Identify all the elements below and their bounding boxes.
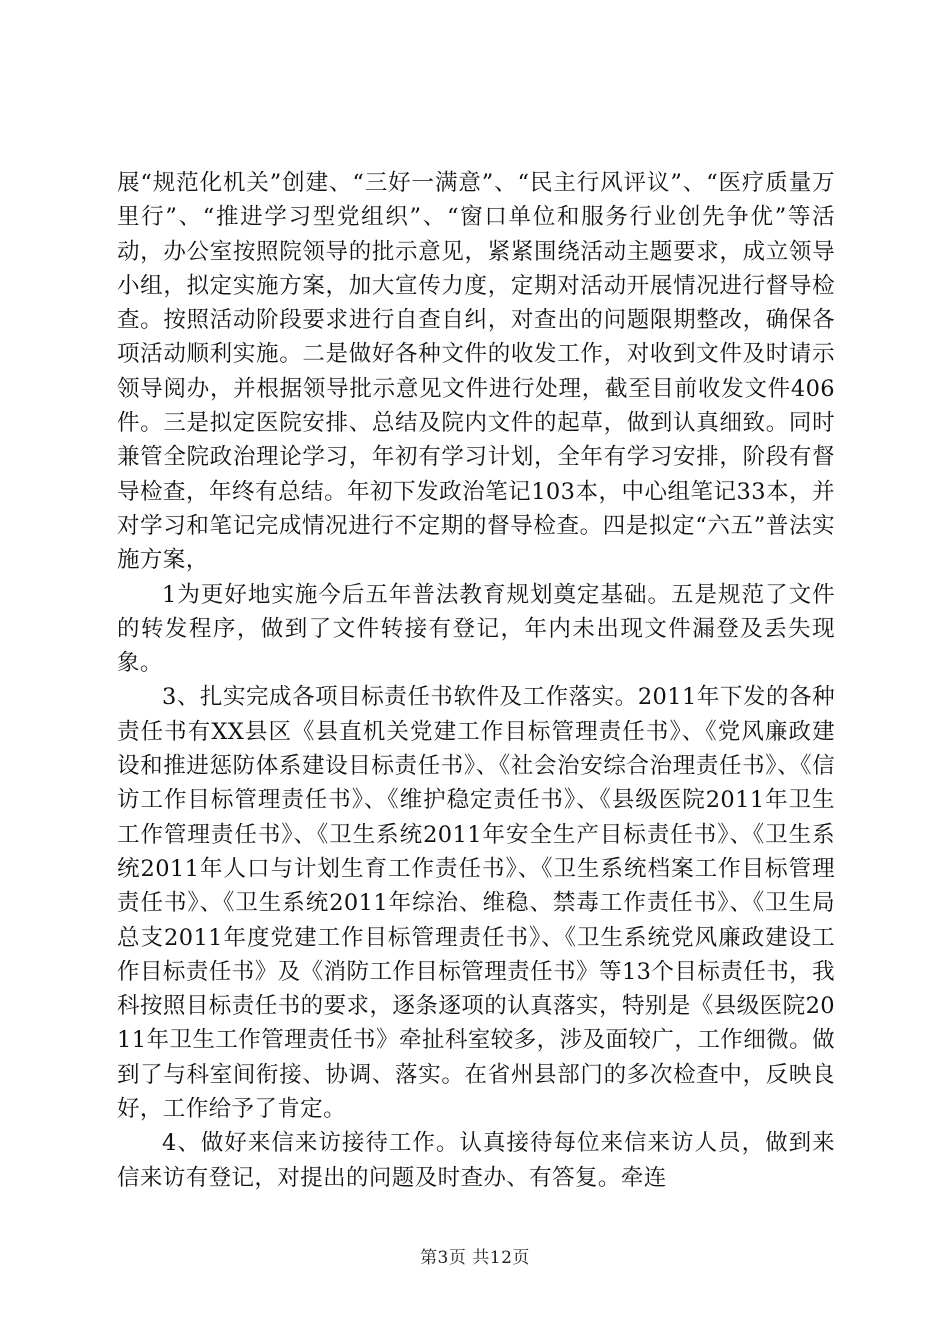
document-body bbox=[117, 166, 835, 1195]
paragraph-letters-visits: 4、做好来信来访接待工作。认真接待每位来信来访人员，做到来信来访有登记，对提出的问题及时查办、有答复。牵连 bbox=[117, 1130, 835, 1191]
paragraph-responsibility-books: 3、扎实完成各项目标责任书软件及工作落实。2011年下发的各种责任书有XX县区《县直机关党建工作目标管理责任书》、《党风廉政建设和推进惩防体系建设目标责任书》、《社会治安综合治理责任书》、《信访工作目标管理责任书》、《维护稳定责任书》、《县级医院2011年卫生工作管理责任书》、《卫生系统2011年安全生产目标责任书》、《卫生系统2011年人口与计划生育工作责任书》、《卫生系统档案工作目标管理责任书》、《卫生系统2011年综治、维稳、禁毒工作责任书》、《卫生局总支2011年度党建工作目标管理责任书》、《卫生系统党风廉政建设工作目标责任书》及《消防工作目标管理责任书》等13个目标责任书，我科按照目标责任书的要求，逐条逐项的认真落实，特别是《县级医院2011年卫生工作管理责任书》牵扯科室较多，涉及面较广，工作细微。做到了与科室间衔接、协调、落实。在省州县部门的多次检查中，反映良好，工作给予了肯定。 bbox=[117, 684, 835, 1123]
page-number-footer: 第3页 共12页 bbox=[420, 1248, 530, 1268]
paragraph-law-education: 1为更好地实施今后五年普法教育规划奠定基础。五是规范了文件的转发程序，做到了文件转接有登记，年内未出现文件漏登及丢失现象。 bbox=[117, 581, 835, 677]
paragraph-continued: 展“规范化机关”创建、“三好一满意”、“民主行风评议”、“医疗质量万里行”、“推进学习型党组织”、“窗口单位和服务行业创先争优”等活动，办公室按照院领导的批示意见，紧紧围绕活动主题要求，成立领导小组，拟定实施方案，加大宣传力度，定期对活动开展情况进行督导检查。按照活动阶段要求进行自查自纠，对查出的问题限期整改，确保各项活动顺利实施。二是做好各种文件的收发工作，对收到文件及时请示领导阅办，并根据领导批示意见文件进行处理，截至目前收发文件406件。三是拟定医院安排、总结及院内文件的起草，做到认真细致。同时兼管全院政治理论学习，年初有学习计划，全年有学习安排，阶段有督导检查，年终有总结。年初下发政治笔记103本，中心组笔记33本，并对学习和笔记完成情况进行不定期的督导检查。四是拟定“六五”普法实施方案， bbox=[117, 170, 835, 574]
